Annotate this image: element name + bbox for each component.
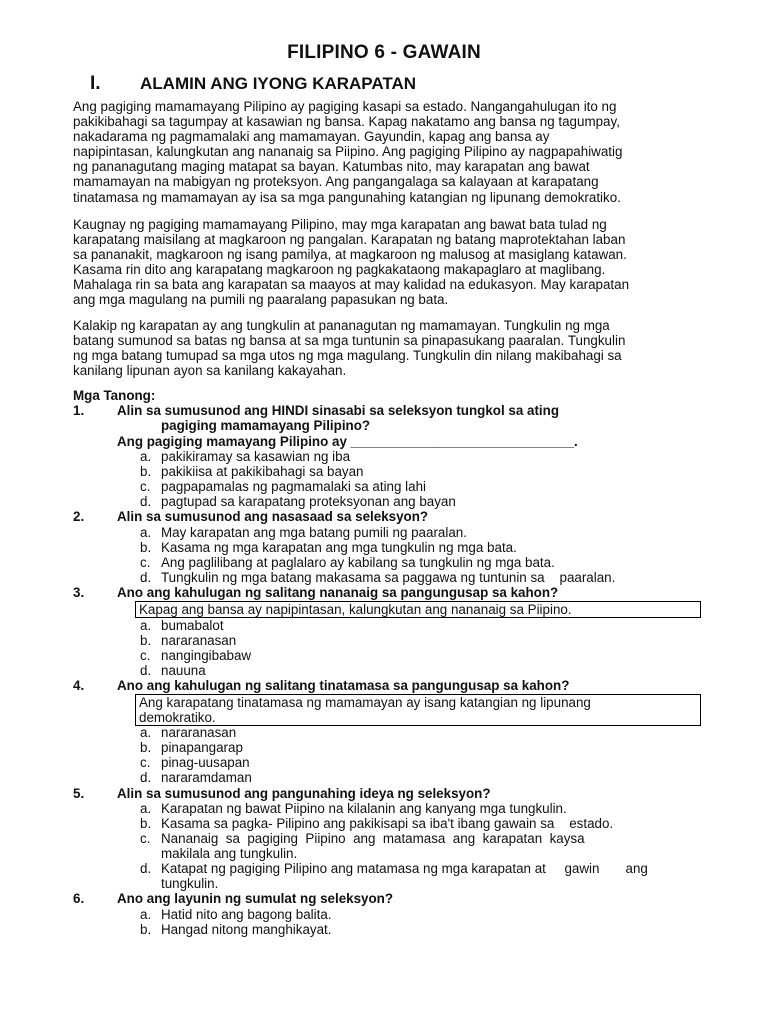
option-letter: a. [140, 725, 152, 740]
paragraph-line: karapatang maisilang at magkaroon ng pangalan. Karapatan ng batang maprotektahan laban [73, 232, 626, 248]
paragraph-line: ng mga batang tumupad sa mga utos ng mga magulang. Tungkulin din nilang makibahagi sa [73, 348, 622, 364]
option-text: pagpapamalas ng pagmamalaki sa ating lahi [161, 479, 427, 494]
option-text: bumabalot [161, 618, 224, 633]
answer-option [140, 464, 363, 479]
question-text: Ano ang kahulugan ng salitang tinatamasa sa pangungusap sa kahon? [117, 678, 570, 693]
paragraph-line: ang mga magulang na pumili ng paaralang papasukan ng bata. [73, 292, 449, 308]
paragraph-line: kanilang lipunan ayon sa kanilang kakayahan. [73, 363, 347, 379]
page-title: FILIPINO 6 - GAWAIN [287, 42, 481, 63]
option-text: pinapangarap [161, 740, 243, 755]
option-letter: b. [140, 633, 152, 648]
question-text-cont: pagiging mamamayang Pilipino? [161, 418, 371, 433]
option-letter: b. [140, 816, 152, 831]
paragraph-line: sa pananakit, magkaroon ng isang pamilya, at magkaroon ng malusog at masiglang katawan. [73, 247, 627, 263]
option-letter: c. [140, 755, 151, 770]
option-letter: a. [140, 618, 152, 633]
question-stem: Ang pagiging mamayang Pilipino ay ______________________________. [117, 434, 578, 449]
paragraph-line: Kasama rin dito ang karapatang magkaroon ng pagkakataong makapaglaro at maglibang. [73, 262, 606, 278]
option-letter: c. [140, 831, 151, 846]
paragraph-3 [73, 318, 703, 378]
option-letter: b. [140, 740, 152, 755]
answer-option [140, 540, 517, 555]
option-letter: a. [140, 907, 152, 922]
question-number: 3. [73, 585, 85, 600]
question-text [117, 403, 707, 418]
option-text: nararamdaman [161, 770, 252, 785]
answer-option [140, 861, 648, 876]
paragraph-line: tinatamasa ng mamamayan ay isa sa mga pangunahing katangian ng lipunang demokratiko. [73, 189, 621, 205]
sentence-box [135, 694, 701, 726]
paragraph-line: napipintasan, kalungkutan ang nananaig sa Piipino. Ang pagiging Pilipino ay nagpapahiwatig [73, 144, 623, 160]
paragraph-line: Ang pagiging mamamayang Pilipino ay pagiging kasapi sa estado. Nangangahulugan ito ng [73, 99, 617, 114]
sentence-box [135, 601, 701, 618]
option-letter: a. [140, 449, 152, 464]
question-text: Alin sa sumusunod ang nasasaad sa seleksyon? [117, 509, 429, 524]
option-text: Katapat ng pagiging Pilipino ang matamasa ng mga karapatan at gawin ang [161, 861, 648, 876]
option-letter: a. [140, 801, 152, 816]
question-text: Ano ang kahulugan ng salitang nananaig sa pangungusap sa kahon? [117, 585, 559, 600]
answer-option [140, 525, 467, 540]
answer-option [140, 770, 252, 785]
answer-option [140, 831, 585, 846]
paragraph-line: mamamayan na mabigyan ng proteksyon. Ang pangangalaga sa kalayaan at karapatang [73, 174, 599, 190]
answer-option [140, 570, 615, 585]
option-text: pagtupad sa karapatang proteksyonan ang bayan [161, 494, 456, 509]
option-text: Tungkulin ng mga batang makasama sa paggawa ng tuntunin sa paaralan. [161, 570, 616, 585]
questions-label: Mga Tanong: [73, 388, 156, 403]
option-letter: a. [140, 525, 152, 540]
option-letter: b. [140, 922, 152, 937]
box-sentence: Kapag ang bansa ay napipintasan, kalungkutan ang nananaig sa Piipino. [139, 602, 572, 617]
paragraph-line: ng pananagutang maging matapat sa bayan. Katumbas nito, may karapatan ang bawat [73, 159, 590, 175]
box-sentence: Ang karapatang tinatamasa ng mamamayan ay isang katangian ng lipunang [139, 695, 591, 710]
answer-option-cont: makilala ang tungkulin. [161, 846, 298, 861]
option-text: Karapatan ng bawat Piipino na kilalanin ang kanyang mga tungkulin. [161, 801, 567, 816]
option-text: Nananaig sa pagiging Piipino ang matamasa ang karapatan kaysa [161, 831, 585, 846]
answer-option [140, 801, 567, 816]
option-text: Kasama ng mga karapatan ang mga tungkulin ng mga bata. [161, 540, 517, 555]
answer-option [140, 633, 236, 648]
question-number: 6. [73, 891, 85, 906]
paragraph-line: pakikibahagi sa tagumpay at kasawian ng bansa. Kapag nakatamo ang bansa ng tagumpay, [73, 114, 620, 130]
answer-option [140, 479, 426, 494]
answer-option [140, 663, 206, 678]
paragraph-line: Mahalaga rin sa bata ang karapatan sa maayos at may kalidad na edukasyon. May karapatan [73, 277, 630, 293]
option-text: nararanasan [161, 633, 237, 648]
option-letter: d. [140, 494, 152, 509]
question-text: Alin sa sumusunod ang pangunahing ideya ng seleksyon? [117, 786, 491, 801]
option-text: Hatid nito ang bagong balita. [161, 907, 332, 922]
paragraph-1 [73, 99, 703, 205]
question-number: 5. [73, 786, 85, 801]
option-letter: d. [140, 663, 152, 678]
question-text: Ano ang layunin ng sumulat ng seleksyon? [117, 891, 394, 906]
paragraph-line: batang sumunod sa batas ng bansa at sa mga tuntunin sa pinapasukang paaralan. Tungkulin [73, 333, 626, 349]
answer-option [140, 755, 250, 770]
option-letter: d. [140, 570, 152, 585]
option-text: pakikiisa at pakikibahagi sa bayan [161, 464, 364, 479]
option-text: Hangad nitong manghikayat. [161, 922, 332, 937]
option-letter: c. [140, 648, 151, 663]
answer-option [140, 618, 224, 633]
option-text: nararanasan [161, 725, 237, 740]
option-text: nauuna [161, 663, 206, 678]
option-letter: c. [140, 479, 151, 494]
answer-option [140, 740, 243, 755]
option-letter: c. [140, 555, 151, 570]
option-letter: b. [140, 540, 152, 555]
answer-option [140, 922, 331, 937]
box-sentence: demokratiko. [139, 710, 216, 725]
answer-option [140, 555, 555, 570]
option-text: pinag-uusapan [161, 755, 250, 770]
option-text: nangingibabaw [161, 648, 252, 663]
option-text: Kasama sa pagka- Pilipino ang pakikisapi sa iba't ibang gawain sa estado. [161, 816, 614, 831]
paragraph-2 [73, 217, 703, 308]
section-heading [90, 73, 416, 95]
answer-option [140, 494, 456, 509]
paragraph-line: Kaugnay ng pagiging mamamayang Pilipino, may mga karapatan ang bawat bata tulad ng [73, 217, 607, 232]
option-letter: d. [140, 861, 152, 876]
answer-option-cont: tungkulin. [161, 876, 219, 891]
paragraph-line: Kalakip ng karapatan ay ang tungkulin at pananagutan ng mamamayan. Tungkulin ng mga [73, 318, 610, 333]
section-number: I. [90, 73, 101, 94]
question-number: 4. [73, 678, 85, 693]
answer-option [140, 907, 332, 922]
paragraph-line: nakadarama ng pagmamalaki ang mamamayan. Gayundin, kapag ang bansa ay [73, 129, 550, 145]
answer-option [140, 648, 251, 663]
option-letter: b. [140, 464, 152, 479]
answer-option [140, 725, 236, 740]
question-line: Alin sa sumusunod ang HINDI sinasabi sa seleksyon tungkol sa ating [117, 403, 559, 418]
option-text: Ang paglilibang at paglalaro ay kabilang sa tungkulin ng mga bata. [161, 555, 555, 570]
question-number: 2. [73, 509, 85, 524]
answer-option [140, 816, 613, 831]
question-number: 1. [73, 403, 85, 418]
option-text: pakikiramay sa kasawian ng iba [161, 449, 351, 464]
section-title: ALAMIN ANG IYONG KARAPATAN [140, 74, 417, 93]
option-letter: d. [140, 770, 152, 785]
option-text: May karapatan ang mga batang pumili ng paaralan. [161, 525, 467, 540]
answer-option [140, 449, 350, 464]
